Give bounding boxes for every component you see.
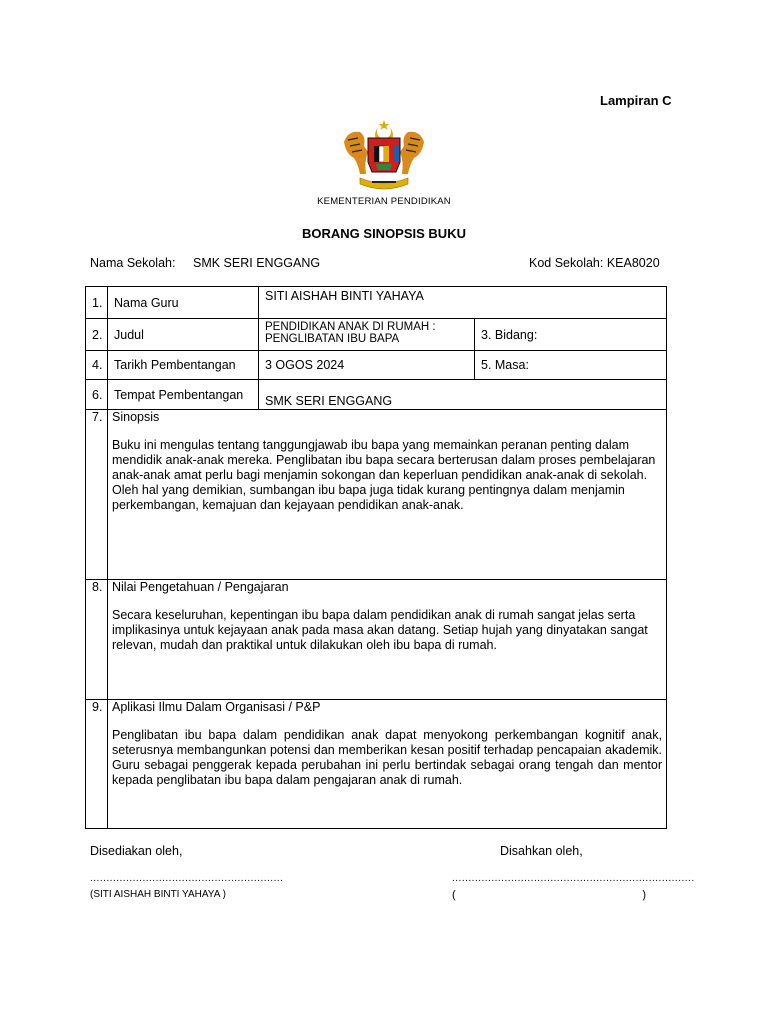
- row-number: 4.: [86, 351, 108, 380]
- presentation-venue-field[interactable]: SMK SERI ENGGANG: [259, 380, 667, 410]
- form-row-teacher: [86, 287, 667, 319]
- presentation-date-label: Tarikh Pembentangan: [108, 351, 259, 380]
- teacher-name-field[interactable]: SITI AISHAH BINTI YAHAYA: [259, 287, 667, 319]
- knowledge-text: Secara keseluruhan, kepentingan ibu bapa dalam pendidikan anak di rumah sangat jelas serta implikasinya untuk kejayaan anak pada masa akan datang. Setiap hujah yang dinyatakan sangat relevan, mudah dan praktikal untuk dilakukan oleh ibu bapa di rumah.: [112, 608, 648, 652]
- close-paren: ): [642, 889, 646, 901]
- application-title: Aplikasi Ilmu Dalam Organisasi / P&P: [112, 700, 321, 714]
- form-row-application: [86, 700, 667, 829]
- knowledge-title: Nilai Pengetahuan / Pengajaran: [112, 580, 289, 594]
- form-row-title: [86, 319, 667, 351]
- prepared-by-name: (SITI AISHAH BINTI YAHAYA ): [90, 889, 226, 900]
- ministry-name: KEMENTERIAN PENDIDIKAN: [317, 196, 451, 207]
- row-number: 8.: [86, 580, 108, 700]
- row-number: 9.: [86, 700, 108, 829]
- approved-by-name: [452, 889, 646, 901]
- book-title-field[interactable]: PENDIDIKAN ANAK DI RUMAH : PENGLIBATAN IBU BAPA: [259, 319, 475, 351]
- application-cell[interactable]: [108, 700, 667, 829]
- prepared-by-label: Disediakan oleh,: [90, 844, 183, 858]
- form-row-knowledge: [86, 580, 667, 700]
- teacher-name-label: Nama Guru: [108, 287, 259, 319]
- presentation-venue-label: Tempat Pembentangan: [108, 380, 259, 410]
- synopsis-title: Sinopsis: [112, 410, 160, 424]
- approved-signature-line[interactable]: ..........................................................................: [452, 873, 695, 884]
- open-paren: (: [452, 889, 456, 901]
- school-name-value: SMK SERI ENGGANG: [193, 256, 321, 270]
- presentation-date-field[interactable]: 3 OGOS 2024: [259, 351, 475, 380]
- school-code: Kod Sekolah: KEA8020: [529, 256, 660, 270]
- appendix-label: Lampiran C: [600, 93, 672, 108]
- form-title: BORANG SINOPSIS BUKU: [302, 226, 466, 241]
- row-number: 6.: [86, 380, 108, 410]
- title-label: Judul: [108, 319, 259, 351]
- synopsis-text: Buku ini mengulas tentang tanggungjawab ibu bapa yang memainkan peranan penting dalam mendidik anak-anak mereka. Penglibatan ibu bapa secara berterusan dalam proses pembelajaran anak-anak amat perlu bagi menjamin sokongan dan keperluan pendidikan anak-anak di sekolah. Oleh hal yang demikian, sumbangan ibu bapa juga tidak kurang pentingnya dalam menjamin perkembangan, kemajuan dan kejayaan pendidikan anak-anak.: [112, 438, 656, 512]
- malaysia-coat-of-arms-icon: [338, 118, 430, 194]
- form-row-venue: [86, 380, 667, 410]
- field-area-label[interactable]: 3. Bidang:: [475, 319, 667, 351]
- row-number: 2.: [86, 319, 108, 351]
- knowledge-cell[interactable]: [108, 580, 667, 700]
- approved-by-label: Disahkan oleh,: [500, 844, 583, 858]
- form-row-date: [86, 351, 667, 380]
- prepared-signature-line[interactable]: ...........................................................: [90, 873, 284, 884]
- school-name-label: Nama Sekolah:: [90, 256, 176, 270]
- row-number: 7.: [86, 410, 108, 580]
- time-label[interactable]: 5. Masa:: [475, 351, 667, 380]
- application-text: Penglibatan ibu bapa dalam pendidikan anak dapat menyokong perkembangan kognitif anak, seterusnya membangunkan potensi dan memberikan kesan positif terhadap pencapaian akademik. Guru sebagai penggerak kepada perubahan ini perlu bertindak sebagai orang tengah dan mentor kepada penglibatan ibu bapa dalam pengajaran anak di rumah.: [112, 728, 662, 787]
- form-row-synopsis: [86, 410, 667, 580]
- synopsis-cell[interactable]: [108, 410, 667, 580]
- row-number: 1.: [86, 287, 108, 319]
- synopsis-form-table: [85, 286, 667, 829]
